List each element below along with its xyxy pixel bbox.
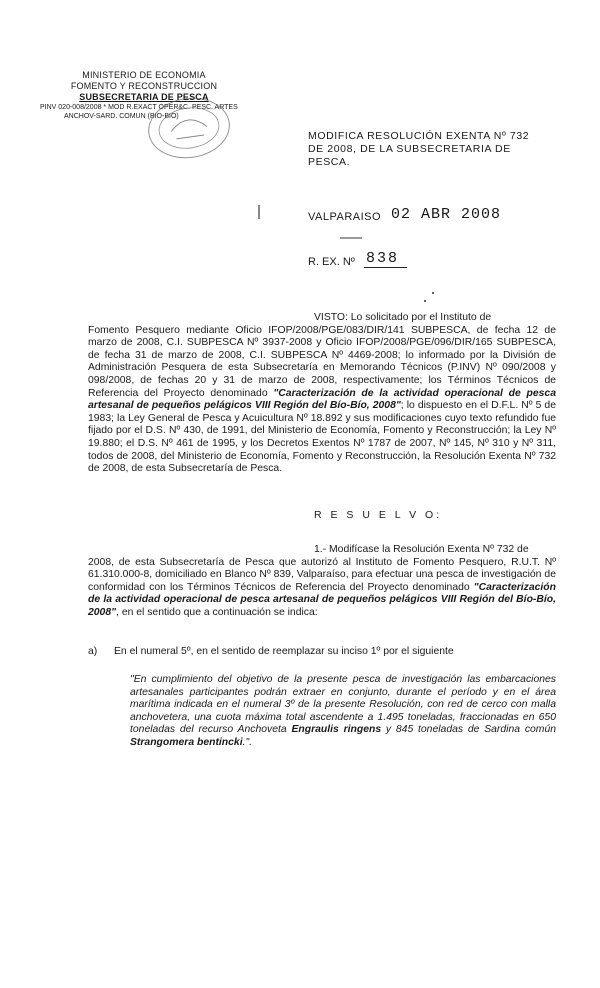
scan-speck [432, 292, 434, 294]
item-1-body [88, 557, 556, 620]
resolution-label: R. EX. Nº [308, 256, 355, 268]
reference-code-line2: ANCHOV-SARD. COMUN (BIO-BIO) [64, 113, 179, 120]
seal-inner-graphic [145, 94, 232, 163]
visto-section [88, 312, 556, 476]
resuelvo-heading: R E S U E L V O: [314, 509, 443, 521]
quote-text-2: y 845 toneladas de Sardina común [381, 724, 557, 736]
item-a-letter: a) [88, 646, 98, 657]
visto-body [88, 325, 556, 476]
item-1-section [88, 544, 556, 620]
item-a [88, 646, 568, 659]
visto-body-text-2: ; lo dispuesto en el D.F.L. Nº 5 de 1983; la Ley General de Pesca y Acuicultura Nº 18.892 y sus modificaciones cuyo texto refundido fue fijado por el D.S. Nº 430, de 1991, del Ministerio de Economía, Fomento y Reconstrucción; la Ley Nº 19.880; el D.S. Nº 461 de 1995, y los Decretos Exentos Nº 1787 de 2007, Nº 145, Nº 310 y Nº 311, todos de 2008, del Ministerio de Economía, Fomento y Reconstrucción, la Resolución Exenta Nº 732 de 2008, de esta Subsecretaría de Pesca. [88, 400, 556, 475]
subsecretaria-name: SUBSECRETARIA DE PESCA [79, 92, 209, 102]
official-seal-stamp [144, 93, 234, 164]
date-stamp: 02 ABR 2008 [391, 206, 502, 223]
subject-line2: DE 2008, DE LA SUBSECRETARIA DE [308, 143, 511, 155]
subject-line1: MODIFICA RESOLUCIÓN EXENTA Nº 732 [308, 130, 530, 142]
small-mark [340, 237, 362, 239]
document-subject [308, 130, 558, 169]
item-a-text: En el numeral 5º, en el sentido de reemplazar su inciso 1º por el siguiente [114, 646, 454, 657]
item-1-first-line: 1.- Modifícase la Resolución Exenta Nº 732 de [314, 544, 529, 555]
place-date [308, 206, 568, 230]
place-label: VALPARAISO [308, 211, 382, 223]
visto-body-text-1: Fomento Pesquero mediante Oficio IFOP/2008/PGE/083/DIR/141 SUBPESCA, de fecha 12 de marzo de 2008, C.I. SUBPESCA Nº 3937-2008 y Oficio IFOP/2008/PGE/096/DIR/165 SUBPESCA, de fecha 31 de marzo de 2008, C.I. SUBPESCA Nº 4469-2008; lo informado por la División de Administración Pesquera de esta Subsecretaría en Memorando Técnicos (P.INV) Nº 090/2008 y 098/2008, de fechas 20 y 31 de marzo de 2008, respectivamente; los Términos Técnicos de Referencia del Proyecto denominado [88, 324, 556, 399]
margin-mark [258, 205, 260, 219]
visto-label: VISTO: [314, 312, 348, 323]
quote-text-3: .". [242, 736, 253, 748]
ministry-name-line1: MINISTERIO DE ECONOMIA [82, 70, 206, 80]
quote-species-sardina: Strangomera bentincki [130, 736, 243, 748]
resolution-number [308, 250, 428, 272]
reference-code-line1: PINV 020-008/2008 * MOD R.EXACT OPER&C. PESC. ARTES [40, 104, 238, 111]
item-1-body-text-2: , en el sentido que a continuación se indica: [116, 606, 318, 618]
ministry-name-line2: FOMENTO Y RECONSTRUCCION [70, 81, 218, 91]
visto-first-line [88, 312, 556, 325]
visto-first-text: Lo solicitado por el Instituto de [350, 312, 492, 323]
item-1-project-title: "Caracterización de la actividad operacional de pesca artesanal de pequeños pelágicos VIII Región del Bío-Bío, 2008" [88, 581, 556, 618]
quote-text-1: "En cumplimiento del objetivo de la presente pesca de investigación las embarcaciones artesanales participantes podrán extraer en conjunto, durante el período y en el área marítima indicada en el numeral 3º de la presente Resolución, con red de cerco con malla anchovetera, una cuota máxima total ascendente a 1.495 toneladas, fraccionadas en 650 toneladas del recurso Anchoveta [130, 674, 556, 736]
replacement-quote [130, 674, 556, 750]
quote-species-anchoveta: Engraulis ringens [291, 724, 382, 736]
scan-speck [424, 300, 426, 302]
resolution-value: 838 [364, 250, 407, 268]
subject-line3: PESCA. [308, 156, 351, 168]
visto-project-title: "Caracterización de la actividad operacional de pesca artesanal de pequeños pelágicos VIII Región del Bío-Bío, 2008" [88, 387, 556, 412]
item-1-body-text-1: 2008, de esta Subsecretaría de Pesca que autorizó al Instituto de Fomento Pesquero, R.U.T. Nº 61.310.000-8, domiciliado en Blanco Nº 839, Valparaíso, para efectuar una pesca de investigación de conformidad con los Términos Técnicos de Referencia del Proyecto denominado [88, 556, 556, 593]
